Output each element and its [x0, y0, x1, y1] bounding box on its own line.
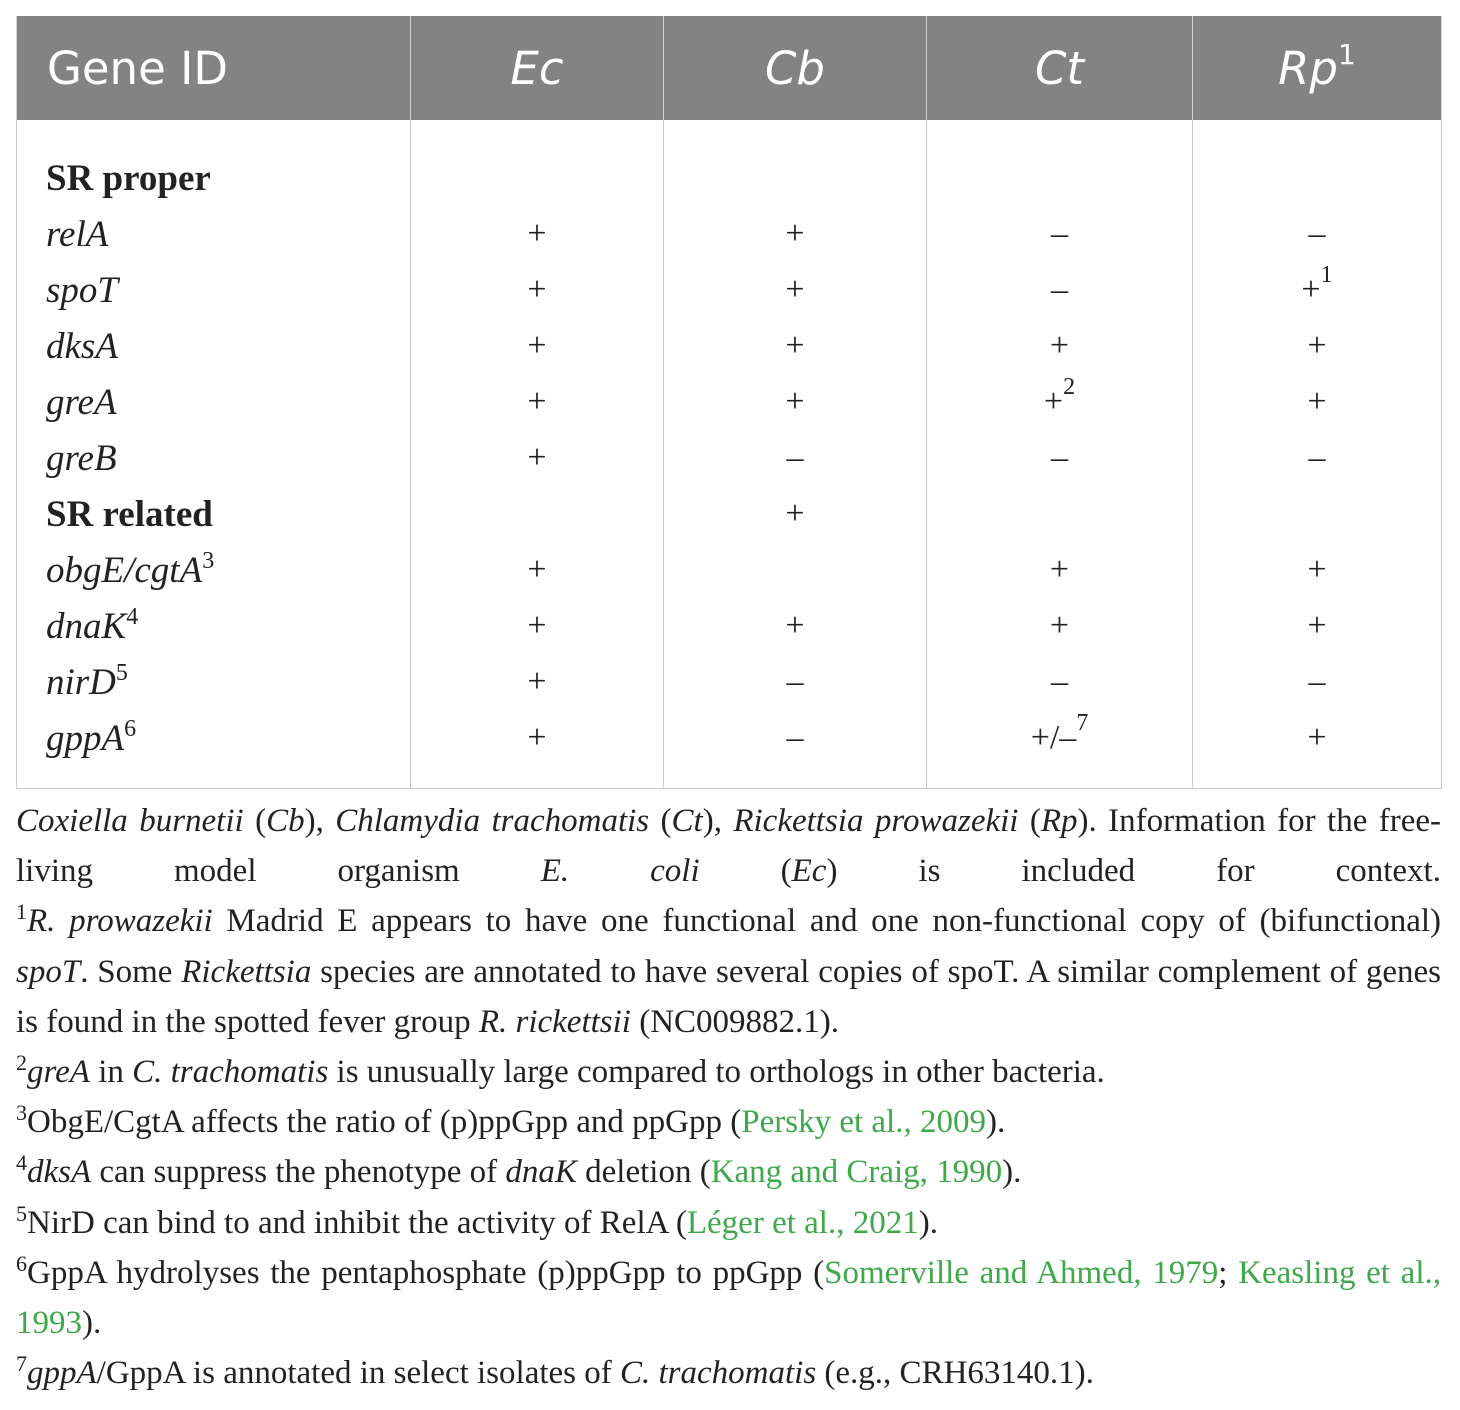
cell-cb — [664, 262, 927, 318]
cell-rp — [1193, 598, 1442, 654]
gene-footnote-marker: 4 — [126, 603, 139, 630]
cell-rp — [1193, 542, 1442, 598]
footnote-4-text-1: can suppress the phenotype of — [91, 1154, 506, 1191]
footnote-1-species: R. prowazekii — [27, 903, 213, 940]
gene-cell — [17, 710, 411, 766]
abbr-ct: Ct — [671, 803, 703, 839]
footnote-3 — [16, 1097, 1441, 1147]
footnote-1-text-2: . Some — [80, 953, 182, 990]
cell-rp — [1193, 318, 1442, 374]
header-gene-id: Gene ID — [17, 16, 411, 120]
abbr-rp: Rp — [1040, 803, 1078, 839]
footnote-1-text-4: (NC009882.1). — [630, 1003, 840, 1040]
table-footnotes — [16, 796, 1441, 1398]
abbr-ec: Ec — [791, 853, 827, 890]
footnote-2-species: C. trachomatis — [132, 1054, 329, 1091]
table-row — [17, 206, 1442, 262]
table-row — [17, 654, 1442, 710]
value-footnote-marker: 7 — [1076, 710, 1089, 736]
value-ec: + — [527, 215, 547, 252]
cell-ct — [927, 542, 1193, 598]
gene-name: dnaK — [46, 605, 127, 647]
cell-rp — [1193, 654, 1442, 710]
value-rp: + — [1307, 327, 1327, 364]
value-ct: – — [1051, 439, 1068, 476]
footnote-7-text-1: /GppA is annotated in select isolates of — [96, 1355, 620, 1392]
footnote-4-gene: dksA — [27, 1154, 92, 1191]
footnote-6-separator: ; — [1218, 1254, 1228, 1291]
gene-cell — [17, 654, 411, 710]
cell-cb — [664, 654, 927, 710]
abbr-cb: Cb — [266, 803, 305, 839]
table-body — [17, 120, 1442, 789]
value-cb: + — [785, 383, 805, 420]
value-ct: – — [1051, 215, 1068, 252]
header-rp — [1193, 16, 1442, 120]
gene-name: relA — [46, 213, 109, 255]
cell-ct — [927, 206, 1193, 262]
value-ec: + — [527, 439, 547, 476]
value-ct: + — [1043, 383, 1064, 420]
cell-ct — [927, 374, 1193, 430]
gene-cell — [17, 318, 411, 374]
footnote-4-gene-2: dnaK — [505, 1154, 577, 1191]
value-cb: – — [786, 439, 804, 476]
footnote-7-marker: 7 — [16, 1351, 27, 1377]
footnote-4-marker: 4 — [16, 1150, 27, 1176]
footnote-3-marker: 3 — [16, 1100, 27, 1126]
cell-rp — [1193, 430, 1442, 486]
tail-spacer-row — [17, 766, 1442, 789]
cell-ec — [411, 262, 664, 318]
header-ec: Ec — [411, 16, 664, 120]
footnote-4-text-3: ). — [1002, 1154, 1022, 1191]
gene-name: obgE/cgtA — [46, 549, 203, 591]
gene-name: nirD — [46, 661, 116, 703]
section-row-proper — [17, 150, 1442, 206]
header-cb: Cb — [664, 16, 927, 120]
value-rp: + — [1307, 719, 1327, 756]
cell-cb — [664, 710, 927, 766]
gene-footnote-marker: 6 — [124, 715, 137, 742]
value-rp: + — [1301, 271, 1321, 308]
footnote-2 — [16, 1047, 1441, 1097]
section-label-proper: SR proper — [17, 150, 411, 206]
value-cb: – — [786, 663, 804, 700]
value-ec: + — [527, 607, 547, 644]
value-ct: – — [1051, 271, 1068, 308]
cell-ec — [411, 542, 664, 598]
footnote-4-text-2: deletion ( — [576, 1154, 711, 1191]
species-rp: Rickettsia prowazekii — [733, 803, 1019, 839]
cell-cb — [664, 542, 927, 598]
footnote-1-gene: spoT — [16, 953, 81, 990]
value-cb: + — [785, 327, 805, 364]
cell-ct — [927, 262, 1193, 318]
value-ec: + — [527, 719, 547, 756]
footnote-5-text-2: ). — [918, 1204, 938, 1241]
value-cb: + — [785, 607, 805, 644]
reference-link-somerville[interactable]: Somerville and Ahmed, 1979 — [824, 1254, 1219, 1291]
value-footnote-marker: 1 — [1320, 262, 1333, 288]
cell-ec — [411, 598, 664, 654]
intro-text-2: is included for context. — [837, 853, 1441, 890]
value-footnote-marker: 2 — [1063, 374, 1076, 400]
table-row — [17, 430, 1442, 486]
value-cb: + — [785, 271, 805, 308]
footnote-1-text-3: species are annotated to have several copies of spoT. A similar complement of genes is found in the spotted fever group — [16, 953, 1442, 1040]
footnote-7-gene: gppA — [27, 1355, 97, 1392]
section-related-cb-value: + — [664, 486, 927, 542]
value-ct: + — [1049, 607, 1070, 644]
value-ct: + — [1049, 327, 1070, 364]
footnote-7-species: C. trachomatis — [619, 1355, 817, 1392]
footnote-1-species-2: R. rickettsii — [478, 1003, 631, 1040]
gene-cell — [17, 598, 411, 654]
footnote-2-gene: greA — [27, 1054, 90, 1091]
value-ec: + — [527, 383, 547, 420]
footnote-4 — [16, 1147, 1441, 1197]
section-label-related: SR related — [17, 486, 411, 542]
header-ct: Ct — [927, 16, 1193, 120]
section-row-related — [17, 486, 1442, 542]
footnote-7-text-2: (e.g., CRH63140.1). — [816, 1355, 1094, 1392]
reference-link-leger[interactable]: Léger et al., 2021 — [686, 1204, 919, 1241]
cell-ec — [411, 206, 664, 262]
cell-ec — [411, 710, 664, 766]
cell-cb — [664, 598, 927, 654]
value-cb: + — [785, 215, 805, 252]
footnote-7 — [16, 1348, 1441, 1398]
cell-ct — [927, 430, 1193, 486]
gene-footnote-marker: 5 — [115, 659, 128, 686]
footnote-6 — [16, 1248, 1441, 1348]
table-row — [17, 262, 1442, 318]
table-row — [17, 598, 1442, 654]
value-ec: + — [527, 551, 547, 588]
value-ct: – — [1051, 663, 1068, 700]
cell-cb — [664, 206, 927, 262]
gene-cell — [17, 542, 411, 598]
table-row — [17, 710, 1442, 766]
footnote-5-text-1: NirD can bind to and inhibit the activity of RelA ( — [27, 1204, 687, 1241]
gene-name: greA — [46, 381, 117, 423]
cell-ct — [927, 710, 1193, 766]
cell-ec — [411, 374, 664, 430]
gene-cell — [17, 206, 411, 262]
intro-text-1: . Information for the free-living model organism — [16, 803, 1442, 890]
species-ct: Chlamydia trachomatis — [335, 803, 650, 839]
value-ct: +/– — [1030, 719, 1077, 756]
value-ec: + — [527, 327, 547, 364]
table-row — [17, 374, 1442, 430]
value-rp: – — [1308, 215, 1326, 252]
value-rp: + — [1307, 607, 1327, 644]
header-rp-footnote: 1 — [1338, 37, 1356, 71]
value-ec: + — [527, 663, 547, 700]
table-row — [17, 318, 1442, 374]
footnote-1 — [16, 896, 1441, 1047]
cell-cb — [664, 318, 927, 374]
gene-name: dksA — [46, 325, 118, 367]
species-cb: Coxiella burnetii — [16, 803, 244, 839]
value-rp: – — [1308, 663, 1326, 700]
gene-name: spoT — [46, 269, 118, 311]
footnote-1-genus: Rickettsia — [181, 953, 312, 990]
gene-cell — [17, 374, 411, 430]
value-cb: – — [786, 719, 804, 756]
cell-ec — [411, 318, 664, 374]
footnote-2-text-2: is unusually large compared to orthologs in other bacteria. — [328, 1054, 1105, 1091]
footnote-2-marker: 2 — [16, 1050, 27, 1076]
cell-ec — [411, 430, 664, 486]
footnote-2-text-1: in — [89, 1054, 133, 1091]
value-rp: + — [1307, 383, 1327, 420]
spacer-row — [17, 120, 1442, 150]
footnote-6-text-1: GppA hydrolyses the pentaphosphate (p)ppGpp to ppGpp ( — [27, 1254, 825, 1291]
footnote-6-text-2: ). — [82, 1305, 102, 1342]
gene-table — [16, 16, 1442, 789]
cell-cb — [664, 430, 927, 486]
footnote-1-text-1: Madrid E appears to have one functional and one non-functional copy of (bifunctional) — [212, 903, 1441, 940]
header-row — [17, 16, 1442, 120]
gene-cell — [17, 262, 411, 318]
footnote-5 — [16, 1198, 1441, 1248]
table-row — [17, 542, 1442, 598]
cell-rp — [1193, 710, 1442, 766]
cell-rp — [1193, 206, 1442, 262]
value-rp: + — [1307, 551, 1327, 588]
reference-link-persky[interactable]: Persky et al., 2009 — [741, 1104, 986, 1141]
footnote-1-marker: 1 — [16, 899, 27, 925]
cell-ct — [927, 598, 1193, 654]
gene-footnote-marker: 3 — [202, 547, 215, 574]
header-rp-label: Rp — [1278, 41, 1338, 95]
gene-cell — [17, 430, 411, 486]
species-ec: E. coli — [540, 853, 700, 890]
gene-name: greB — [46, 437, 117, 479]
reference-link-kang[interactable]: Kang and Craig, 1990 — [710, 1154, 1003, 1191]
cell-ct — [927, 654, 1193, 710]
value-ec: + — [527, 271, 547, 308]
value-rp: – — [1308, 439, 1326, 476]
reference-link-keasling[interactable]: Keasling et al., 1993 — [16, 1254, 1441, 1342]
footnote-6-marker: 6 — [16, 1250, 27, 1276]
footnote-intro: Coxiella burnetii (Cb), Chlamydia trachomatis (Ct), Rickettsia prowazekii (Rp). Information for the free-living model organism E. coli (Ec) is included for context. — [16, 803, 1442, 890]
footnote-3-text-2: ). — [985, 1104, 1006, 1141]
cell-ct — [927, 318, 1193, 374]
cell-rp — [1193, 262, 1442, 318]
footnote-5-marker: 5 — [16, 1200, 27, 1226]
gene-name: gppA — [46, 717, 125, 759]
cell-rp — [1193, 374, 1442, 430]
cell-cb — [664, 374, 927, 430]
cell-ec — [411, 654, 664, 710]
footnote-3-text-1: ObgE/CgtA affects the ratio of (p)ppGpp and ppGpp ( — [27, 1104, 742, 1141]
value-ct: + — [1049, 551, 1070, 588]
